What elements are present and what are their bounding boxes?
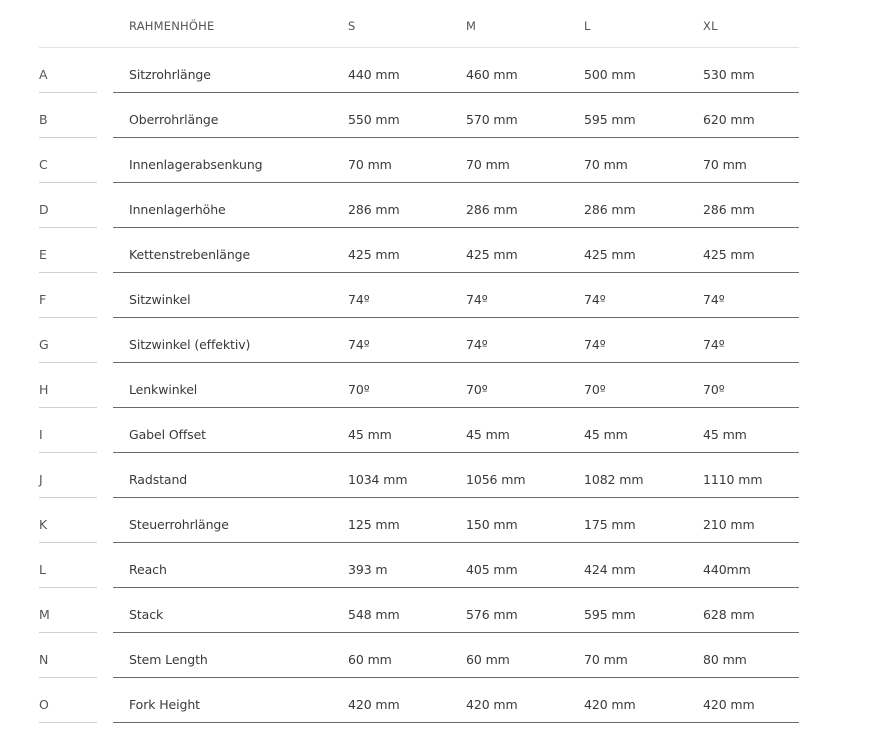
value-size-xl: 286 mm [703, 202, 755, 217]
table-body [0, 48, 878, 723]
table-header-row [0, 0, 878, 48]
value-size-m: 70 mm [466, 157, 510, 172]
value-size-xl: 425 mm [703, 247, 755, 262]
value-size-s: 420 mm [348, 697, 400, 712]
letter-divider [39, 722, 97, 723]
row-label: Innenlagerabsenkung [129, 157, 263, 172]
value-size-m: 1056 mm [466, 472, 526, 487]
value-size-m: 420 mm [466, 697, 518, 712]
row-label: Radstand [129, 472, 188, 487]
row-label: Fork Height [129, 697, 200, 712]
value-size-xl: 80 mm [703, 652, 747, 667]
value-size-l: 175 mm [584, 517, 636, 532]
row-label: Kettenstrebenlänge [129, 247, 251, 262]
row-letter: N [39, 652, 49, 667]
value-size-s: 70 mm [348, 157, 392, 172]
table-row [0, 318, 878, 363]
value-size-m: 150 mm [466, 517, 518, 532]
row-letter: G [39, 337, 49, 352]
value-size-xl: 420 mm [703, 697, 755, 712]
table-row [0, 48, 878, 93]
value-size-m: 425 mm [466, 247, 518, 262]
value-size-m: 570 mm [466, 112, 518, 127]
row-label: Sitzrohrlänge [129, 67, 211, 82]
value-size-m: 405 mm [466, 562, 518, 577]
table-row [0, 588, 878, 633]
row-letter: C [39, 157, 48, 172]
value-size-l: 70º [584, 382, 606, 397]
table-row [0, 138, 878, 183]
row-label: Sitzwinkel [129, 292, 191, 307]
row-letter: I [39, 427, 43, 442]
value-size-s: 70º [348, 382, 370, 397]
row-divider [113, 722, 799, 723]
row-label: Innenlagerhöhe [129, 202, 226, 217]
value-size-s: 440 mm [348, 67, 400, 82]
value-size-l: 595 mm [584, 112, 636, 127]
value-size-m: 60 mm [466, 652, 510, 667]
value-size-xl: 210 mm [703, 517, 755, 532]
row-letter: B [39, 112, 48, 127]
row-label: Gabel Offset [129, 427, 206, 442]
value-size-xl: 74º [703, 292, 725, 307]
value-size-s: 74º [348, 337, 370, 352]
row-label: Oberrohrlänge [129, 112, 219, 127]
value-size-l: 70 mm [584, 652, 628, 667]
row-letter: M [39, 607, 50, 622]
value-size-s: 1034 mm [348, 472, 408, 487]
value-size-s: 125 mm [348, 517, 400, 532]
value-size-l: 286 mm [584, 202, 636, 217]
value-size-xl: 45 mm [703, 427, 747, 442]
row-label: Steuerrohrlänge [129, 517, 229, 532]
table-row [0, 678, 878, 723]
value-size-s: 60 mm [348, 652, 392, 667]
header-size-xl: XL [703, 19, 718, 33]
row-letter: J [39, 472, 43, 487]
value-size-s: 548 mm [348, 607, 400, 622]
value-size-l: 595 mm [584, 607, 636, 622]
row-label: Lenkwinkel [129, 382, 198, 397]
row-letter: A [39, 67, 48, 82]
value-size-s: 550 mm [348, 112, 400, 127]
value-size-xl: 628 mm [703, 607, 755, 622]
value-size-l: 1082 mm [584, 472, 644, 487]
row-letter: O [39, 697, 49, 712]
value-size-m: 74º [466, 337, 488, 352]
value-size-l: 425 mm [584, 247, 636, 262]
row-letter: E [39, 247, 47, 262]
header-size-m: M [466, 19, 477, 33]
row-letter: H [39, 382, 49, 397]
value-size-m: 576 mm [466, 607, 518, 622]
value-size-m: 460 mm [466, 67, 518, 82]
value-size-s: 45 mm [348, 427, 392, 442]
table-row [0, 363, 878, 408]
table-row [0, 93, 878, 138]
table-row [0, 543, 878, 588]
value-size-l: 74º [584, 292, 606, 307]
value-size-m: 70º [466, 382, 488, 397]
header-frame-size-label: RAHMENHÖHE [129, 19, 215, 33]
header-size-s: S [348, 19, 356, 33]
value-size-s: 286 mm [348, 202, 400, 217]
value-size-s: 393 m [348, 562, 388, 577]
value-size-xl: 440mm [703, 562, 751, 577]
table-row [0, 273, 878, 318]
table-row [0, 228, 878, 273]
row-label: Reach [129, 562, 167, 577]
row-letter: F [39, 292, 47, 307]
value-size-xl: 70 mm [703, 157, 747, 172]
header-size-l: L [584, 19, 591, 33]
row-label: Stack [129, 607, 164, 622]
value-size-l: 500 mm [584, 67, 636, 82]
table-row [0, 183, 878, 228]
value-size-xl: 74º [703, 337, 725, 352]
value-size-l: 424 mm [584, 562, 636, 577]
value-size-l: 45 mm [584, 427, 628, 442]
table-row [0, 633, 878, 678]
value-size-m: 74º [466, 292, 488, 307]
value-size-xl: 70º [703, 382, 725, 397]
value-size-l: 74º [584, 337, 606, 352]
row-label: Sitzwinkel (effektiv) [129, 337, 251, 352]
table-row [0, 498, 878, 543]
value-size-xl: 1110 mm [703, 472, 763, 487]
value-size-xl: 620 mm [703, 112, 755, 127]
row-letter: K [39, 517, 48, 532]
value-size-l: 70 mm [584, 157, 628, 172]
value-size-xl: 530 mm [703, 67, 755, 82]
value-size-s: 425 mm [348, 247, 400, 262]
row-letter: D [39, 202, 49, 217]
value-size-s: 74º [348, 292, 370, 307]
table-row [0, 453, 878, 498]
table-row [0, 408, 878, 453]
value-size-m: 45 mm [466, 427, 510, 442]
value-size-l: 420 mm [584, 697, 636, 712]
value-size-m: 286 mm [466, 202, 518, 217]
row-label: Stem Length [129, 652, 208, 667]
row-letter: L [39, 562, 46, 577]
